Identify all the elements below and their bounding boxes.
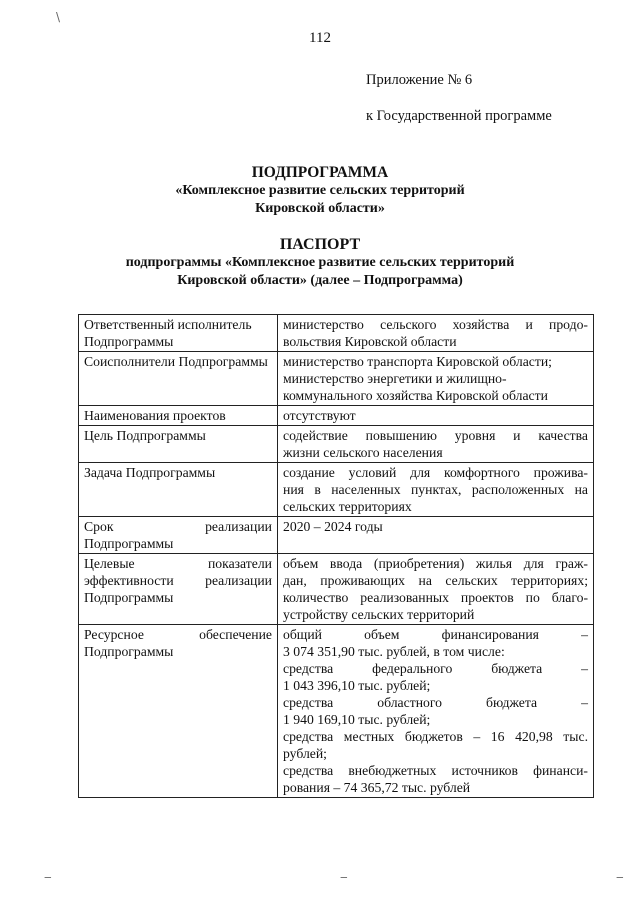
row-label: Целевые показатели эффективности реализации Подпрограммы [79,554,278,625]
passport-subtitle-line1: подпрограммы «Комплексное развитие сельских территорий [125,255,515,270]
table-row [79,352,594,406]
row-value: объем ввода (приобретения) жилья для граж- дан, проживающих на сельских территориях; количество реализованных проектов по благо- устройству сельских территорий [278,554,594,625]
table-row [79,625,594,798]
passport-table [78,314,594,798]
scan-mark: ‒ [44,870,52,884]
row-value: 2020 – 2024 годы [278,517,594,554]
subprogram-name-line1: «Комплексное развитие сельских территорий [175,183,465,198]
row-value: общий объем финансирования – 3 074 351,90 тыс. рублей, в том числе: средства федерального бюджета – 1 043 396,10 тыс. рублей; средства областного бюджета – 1 940 169,10 тыс. рублей; средства местных бюджетов – 16 420,98 тыс. рублей; средства внебюджетных источников финанси- рования – 74 365,72 тыс. рублей [278,625,594,798]
row-label: Срок реализации Подпрограммы [79,517,278,554]
table-row [79,315,594,352]
row-value: министерство сельского хозяйства и продо- вольствия Кировской области [278,315,594,352]
scan-mark: ‒ [616,870,624,884]
row-label: Цель Подпрограммы [79,426,278,463]
appendix-number: Приложение № 6 [366,72,473,88]
passport-heading: ПАСПОРТ [279,236,361,253]
subprogram-title [0,164,640,218]
passport-title [0,236,640,290]
row-value: министерство транспорта Кировской области; министерство энергетики и жилищно- коммунального хозяйства Кировской области [278,352,594,406]
row-label: Наименования проектов [79,406,278,426]
scan-mark: ‒ [340,870,348,884]
page-number: 112 [309,30,331,46]
table-row [79,554,594,625]
subprogram-name-line2: Кировской области» [255,201,385,216]
row-value: отсутствуют [278,406,594,426]
scan-mark: \ [56,10,61,24]
row-value: создание условий для комфортного прожива- ния в населенных пунктах, расположенных на сельских территориях [278,463,594,517]
table-row [79,517,594,554]
appendix-reference: к Государственной программе [366,108,552,124]
row-label: Соисполнители Подпрограммы [79,352,278,406]
table-row [79,406,594,426]
subprogram-heading: ПОДПРОГРАММА [251,164,389,181]
row-label: Ответственный исполнитель Подпрограммы [79,315,278,352]
table-row [79,463,594,517]
row-label: Ресурсное обеспечение Подпрограммы [79,625,278,798]
row-value: содействие повышению уровня и качества жизни сельского населения [278,426,594,463]
passport-subtitle-line2: Кировской области» (далее – Подпрограмма) [177,273,463,288]
table-row [79,426,594,463]
row-label: Задача Подпрограммы [79,463,278,517]
